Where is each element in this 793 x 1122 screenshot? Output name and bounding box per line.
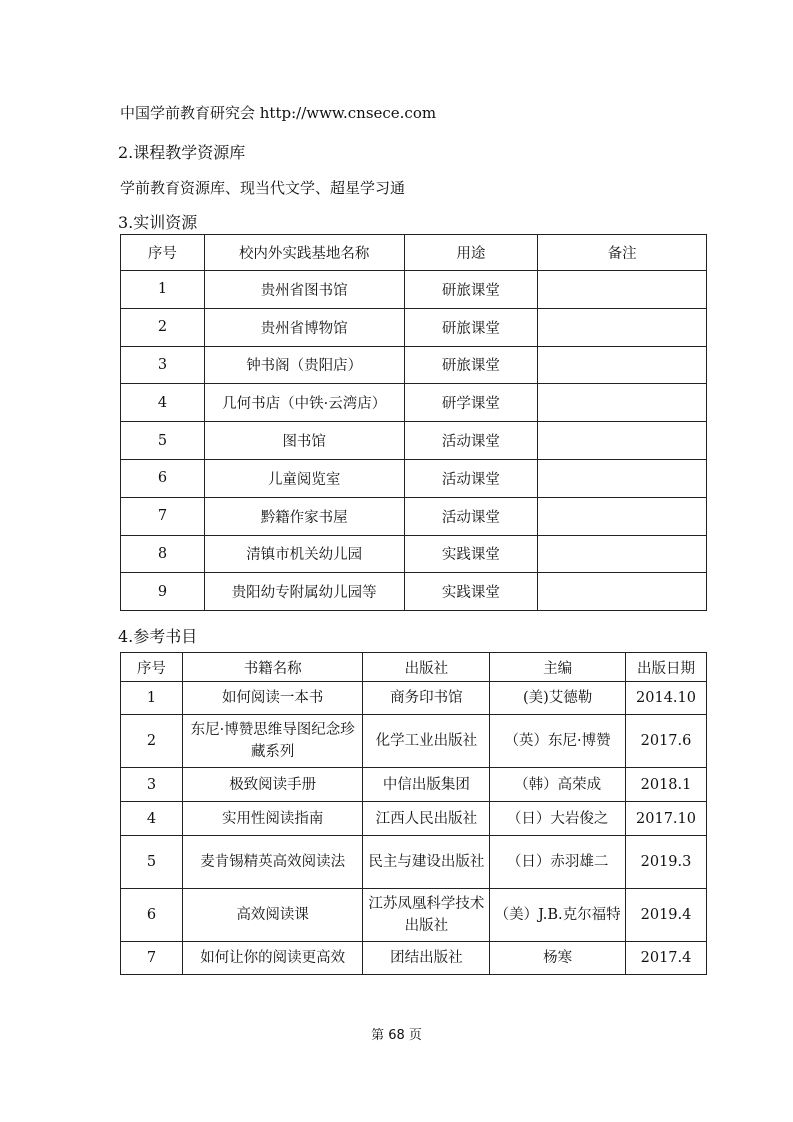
cell-index: 1 xyxy=(121,682,183,715)
cell-date: 2019.4 xyxy=(626,889,707,942)
cell-date: 2017.10 xyxy=(626,802,707,836)
table-row xyxy=(121,535,707,573)
cell-publisher: 江西人民出版社 xyxy=(363,802,490,836)
cell-index: 3 xyxy=(121,346,205,384)
course-heading: 2.课程教学资源库 xyxy=(118,143,246,162)
cell-index: 6 xyxy=(121,459,205,497)
cell-book-title: 如何阅读一本书 xyxy=(182,682,363,715)
cell-remarks xyxy=(538,497,707,535)
cell-remarks xyxy=(538,308,707,346)
cell-publisher: 民主与建设出版社 xyxy=(363,836,490,889)
header-usage: 用途 xyxy=(404,235,538,271)
cell-index: 2 xyxy=(121,715,183,768)
cell-index: 7 xyxy=(121,497,205,535)
cell-remarks xyxy=(538,459,707,497)
header-remarks: 备注 xyxy=(538,235,707,271)
cell-editor: （韩）高荣成 xyxy=(490,768,626,802)
cell-remarks xyxy=(538,384,707,422)
cell-index: 8 xyxy=(121,535,205,573)
page-number: 第 68 页 xyxy=(371,1028,422,1043)
table-row xyxy=(121,802,707,836)
cell-book-title: 麦肯锡精英高效阅读法 xyxy=(182,836,363,889)
cell-index: 5 xyxy=(121,836,183,889)
cell-editor: （英）东尼·博赞 xyxy=(490,715,626,768)
cell-book-title: 东尼·博赞思维导图纪念珍藏系列 xyxy=(182,715,363,768)
cell-usage: 活动课堂 xyxy=(404,497,538,535)
cell-index: 5 xyxy=(121,422,205,460)
table-header-row xyxy=(121,235,707,271)
table-row xyxy=(121,768,707,802)
header-editor: 主编 xyxy=(490,653,626,682)
cell-book-title: 高效阅读课 xyxy=(182,889,363,942)
table-row xyxy=(121,682,707,715)
cell-base-name: 清镇市机关幼儿园 xyxy=(204,535,404,573)
cell-base-name: 几何书店（中铁·云湾店） xyxy=(204,384,404,422)
cell-usage: 研旅课堂 xyxy=(404,308,538,346)
cell-publisher: 中信出版集团 xyxy=(363,768,490,802)
header-date: 出版日期 xyxy=(626,653,707,682)
cell-base-name: 黔籍作家书屋 xyxy=(204,497,404,535)
cell-base-name: 儿童阅览室 xyxy=(204,459,404,497)
cell-date: 2014.10 xyxy=(626,682,707,715)
table-row xyxy=(121,715,707,768)
table-row xyxy=(121,422,707,460)
cell-index: 4 xyxy=(121,384,205,422)
cell-date: 2017.4 xyxy=(626,942,707,975)
cell-book-title: 如何让你的阅读更高效 xyxy=(182,942,363,975)
header-base-name: 校内外实践基地名称 xyxy=(204,235,404,271)
cell-index: 7 xyxy=(121,942,183,975)
table-header-row xyxy=(121,653,707,682)
cell-base-name: 图书馆 xyxy=(204,422,404,460)
cell-usage: 实践课堂 xyxy=(404,573,538,611)
training-table xyxy=(120,234,707,611)
table-row xyxy=(121,573,707,611)
cell-editor: （美）J.B.克尔福特 xyxy=(490,889,626,942)
cell-usage: 实践课堂 xyxy=(404,535,538,573)
cell-index: 4 xyxy=(121,802,183,836)
table-row xyxy=(121,942,707,975)
cell-remarks xyxy=(538,422,707,460)
cell-usage: 研旅课堂 xyxy=(404,346,538,384)
cell-usage: 活动课堂 xyxy=(404,422,538,460)
books-heading: 4.参考书目 xyxy=(118,627,198,646)
cell-base-name: 钟书阁（贵阳店） xyxy=(204,346,404,384)
header-index: 序号 xyxy=(121,235,205,271)
cell-remarks xyxy=(538,271,707,309)
cell-usage: 活动课堂 xyxy=(404,459,538,497)
table-row xyxy=(121,308,707,346)
cell-index: 6 xyxy=(121,889,183,942)
cell-remarks xyxy=(538,346,707,384)
cell-book-title: 实用性阅读指南 xyxy=(182,802,363,836)
books-table xyxy=(120,652,707,975)
cell-remarks xyxy=(538,535,707,573)
cell-usage: 研学课堂 xyxy=(404,384,538,422)
cell-index: 3 xyxy=(121,768,183,802)
cell-base-name: 贵州省博物馆 xyxy=(204,308,404,346)
cell-date: 2018.1 xyxy=(626,768,707,802)
cell-usage: 研旅课堂 xyxy=(404,271,538,309)
table-row xyxy=(121,384,707,422)
cell-index: 2 xyxy=(121,308,205,346)
cell-editor: （日）赤羽雄二 xyxy=(490,836,626,889)
table-row xyxy=(121,889,707,942)
cell-date: 2017.6 xyxy=(626,715,707,768)
header-publisher: 出版社 xyxy=(363,653,490,682)
cell-base-name: 贵州省图书馆 xyxy=(204,271,404,309)
cell-index: 1 xyxy=(121,271,205,309)
cell-remarks xyxy=(538,573,707,611)
cell-index: 9 xyxy=(121,573,205,611)
cell-book-title: 极致阅读手册 xyxy=(182,768,363,802)
table-row xyxy=(121,497,707,535)
cell-publisher: 江苏凤凰科学技术出版社 xyxy=(363,889,490,942)
cell-date: 2019.3 xyxy=(626,836,707,889)
cell-editor: 杨寒 xyxy=(490,942,626,975)
cell-editor: （日）大岩俊之 xyxy=(490,802,626,836)
cell-publisher: 商务印书馆 xyxy=(363,682,490,715)
table-row xyxy=(121,836,707,889)
header-book-title: 书籍名称 xyxy=(182,653,363,682)
course-resources: 学前教育资源库、现当代文学、超星学习通 xyxy=(120,179,406,197)
cell-base-name: 贵阳幼专附属幼儿园等 xyxy=(204,573,404,611)
cell-publisher: 团结出版社 xyxy=(363,942,490,975)
cell-publisher: 化学工业出版社 xyxy=(363,715,490,768)
table-row xyxy=(121,271,707,309)
cell-editor: (美)艾德勒 xyxy=(490,682,626,715)
table-row xyxy=(121,346,707,384)
header-index: 序号 xyxy=(121,653,183,682)
table-row xyxy=(121,459,707,497)
training-heading: 3.实训资源 xyxy=(118,213,198,232)
website-line: 中国学前教育研究会 http://www.cnsece.com xyxy=(120,104,437,122)
